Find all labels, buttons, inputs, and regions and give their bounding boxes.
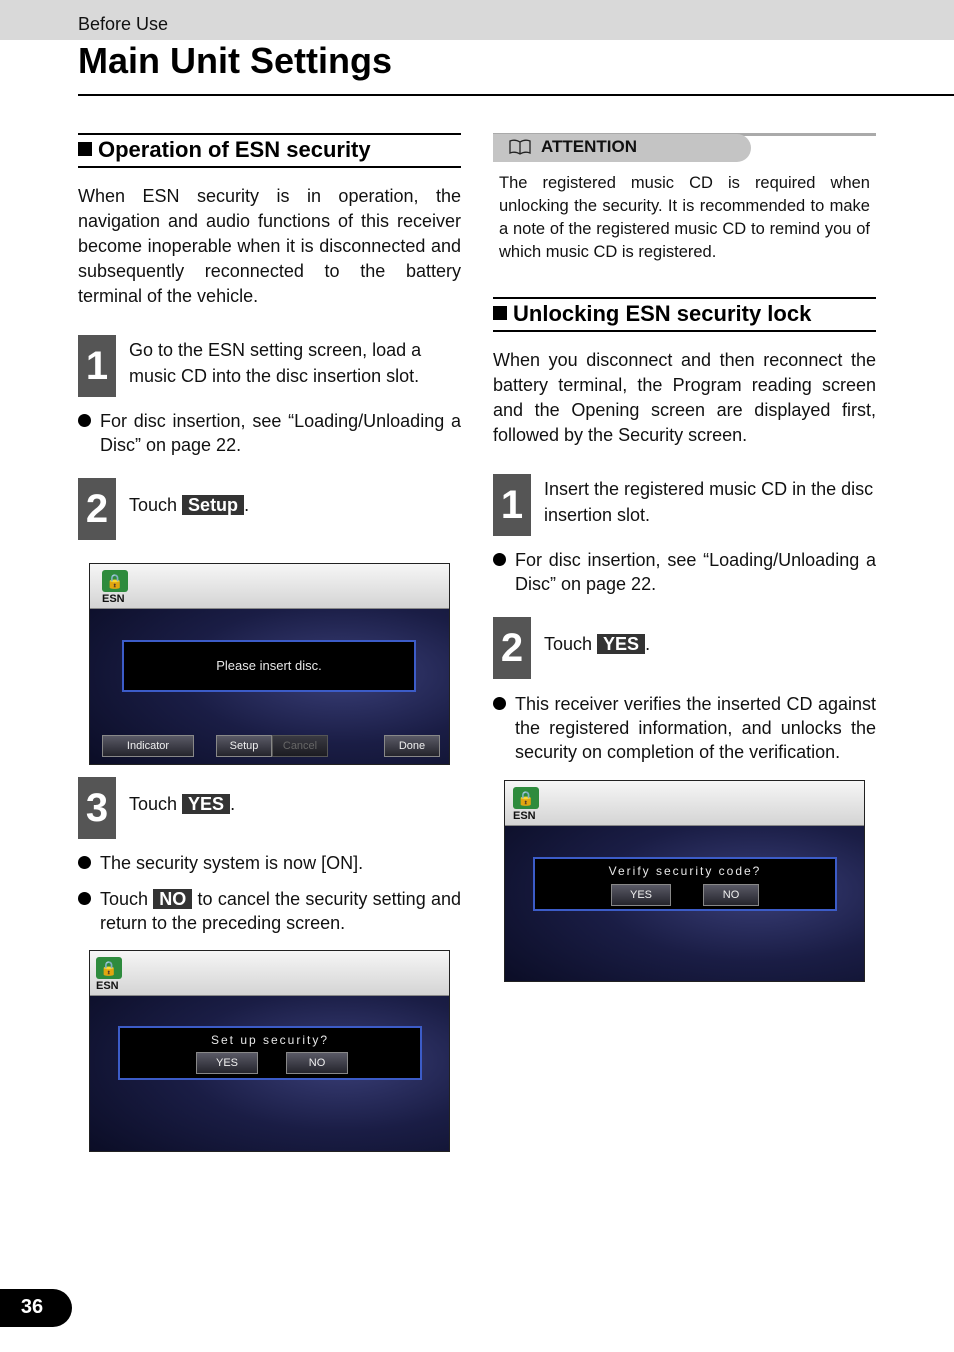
cancel-button[interactable]: Cancel — [272, 735, 328, 757]
set-up-security-dialog — [118, 1026, 422, 1080]
bullet-dot-icon — [78, 892, 91, 905]
attention-text: The registered music CD is required when unlocking the security. It is recommended to make a note of the registered music CD to remind you of which music CD is registered. — [499, 174, 870, 261]
book-icon — [509, 139, 531, 155]
bullet-disc-insertion: For disc insertion, see “Loading/Unloading a Disc” on page 22. — [78, 409, 461, 457]
bullet-dot-icon — [493, 553, 506, 566]
step-text: Go to the ESN setting screen, load a music CD into the disc insertion slot. — [129, 340, 422, 386]
section-heading-unlocking: Unlocking ESN security lock — [493, 297, 876, 332]
esn-label: ESN — [96, 980, 119, 992]
step-1 — [78, 335, 461, 397]
yes-button-label: YES — [182, 794, 230, 814]
bullet-cancel-setting: Touch NO to cancel the security setting and return to the preceding screen. — [78, 887, 461, 935]
step-text: Touch YES . — [129, 794, 236, 814]
title-rule — [78, 94, 954, 96]
step-number: 1 — [493, 474, 531, 536]
screen-title-bar — [90, 951, 449, 996]
square-bullet-icon — [78, 142, 92, 156]
bullet-dot-icon — [78, 414, 91, 427]
step-number: 2 — [493, 617, 531, 679]
indicator-button[interactable]: Indicator — [102, 735, 194, 757]
step-2 — [493, 617, 876, 679]
step-number: 3 — [78, 777, 116, 839]
bullet-verification: This receiver verifies the inserted CD against the registered information, and unlocks the security on completion of the verification. — [493, 692, 876, 764]
done-button[interactable]: Done — [384, 735, 440, 757]
step-2 — [78, 478, 461, 540]
lock-icon: 🔒 — [102, 570, 128, 592]
step-number: 1 — [78, 335, 116, 397]
setup-button[interactable]: Setup — [216, 735, 272, 757]
bullet-dot-icon — [78, 856, 91, 869]
intro-paragraph: When ESN security is in operation, the navigation and audio functions of this receiver become inoperable when it is disconnected and subsequently reconnected to the battery terminal of the vehicle. — [78, 186, 461, 306]
yes-button[interactable]: YES — [611, 884, 671, 906]
page-title: Main Unit Settings — [78, 40, 392, 81]
esn-screen-insert-disc — [89, 563, 450, 765]
unlocking-intro-paragraph: When you disconnect and then reconnect the battery terminal, the Program reading screen and the Opening screen are displayed first, followed by the Security screen. — [493, 350, 876, 445]
yes-button-label: YES — [597, 634, 645, 654]
left-column — [78, 133, 461, 1152]
lock-icon: 🔒 — [513, 787, 539, 809]
step-text: Touch Setup . — [129, 495, 250, 515]
right-column — [493, 133, 876, 982]
setup-button-label: Setup — [182, 495, 244, 515]
attention-label: ATTENTION — [493, 134, 751, 162]
step-text: Insert the registered music CD in the disc insertion slot. — [544, 479, 874, 525]
step-number: 2 — [78, 478, 116, 540]
no-button[interactable]: NO — [703, 884, 759, 906]
bullet-dot-icon — [493, 697, 506, 710]
no-button-label: NO — [153, 889, 192, 909]
esn-label: ESN — [102, 593, 125, 605]
verify-security-dialog — [533, 857, 837, 911]
esn-label: ESN — [513, 810, 536, 822]
section-label: Before Use — [78, 14, 169, 34]
page-number: 36 — [0, 1289, 72, 1327]
yes-button[interactable]: YES — [196, 1052, 258, 1074]
esn-screen-set-up-security — [89, 950, 450, 1152]
step-3 — [78, 777, 461, 839]
bullet-disc-insertion: For disc insertion, see “Loading/Unloading a Disc” on page 22. — [493, 548, 876, 596]
screen-title-bar — [90, 564, 449, 609]
step-1 — [493, 474, 876, 536]
screen-title-bar — [505, 781, 864, 826]
section-heading-operation: Operation of ESN security — [78, 133, 461, 168]
step-text: Touch YES . — [544, 634, 651, 654]
bullet-security-on: The security system is now [ON]. — [78, 851, 461, 875]
square-bullet-icon — [493, 306, 507, 320]
lock-icon: 🔒 — [96, 957, 122, 979]
attention-box — [493, 133, 876, 164]
insert-disc-message: Please insert disc. — [122, 640, 416, 692]
no-button[interactable]: NO — [286, 1052, 348, 1074]
esn-screen-verify-security — [504, 780, 865, 982]
verify-security-message: Verify security code? — [608, 864, 762, 878]
set-up-security-message: Set up security? — [210, 1033, 330, 1047]
